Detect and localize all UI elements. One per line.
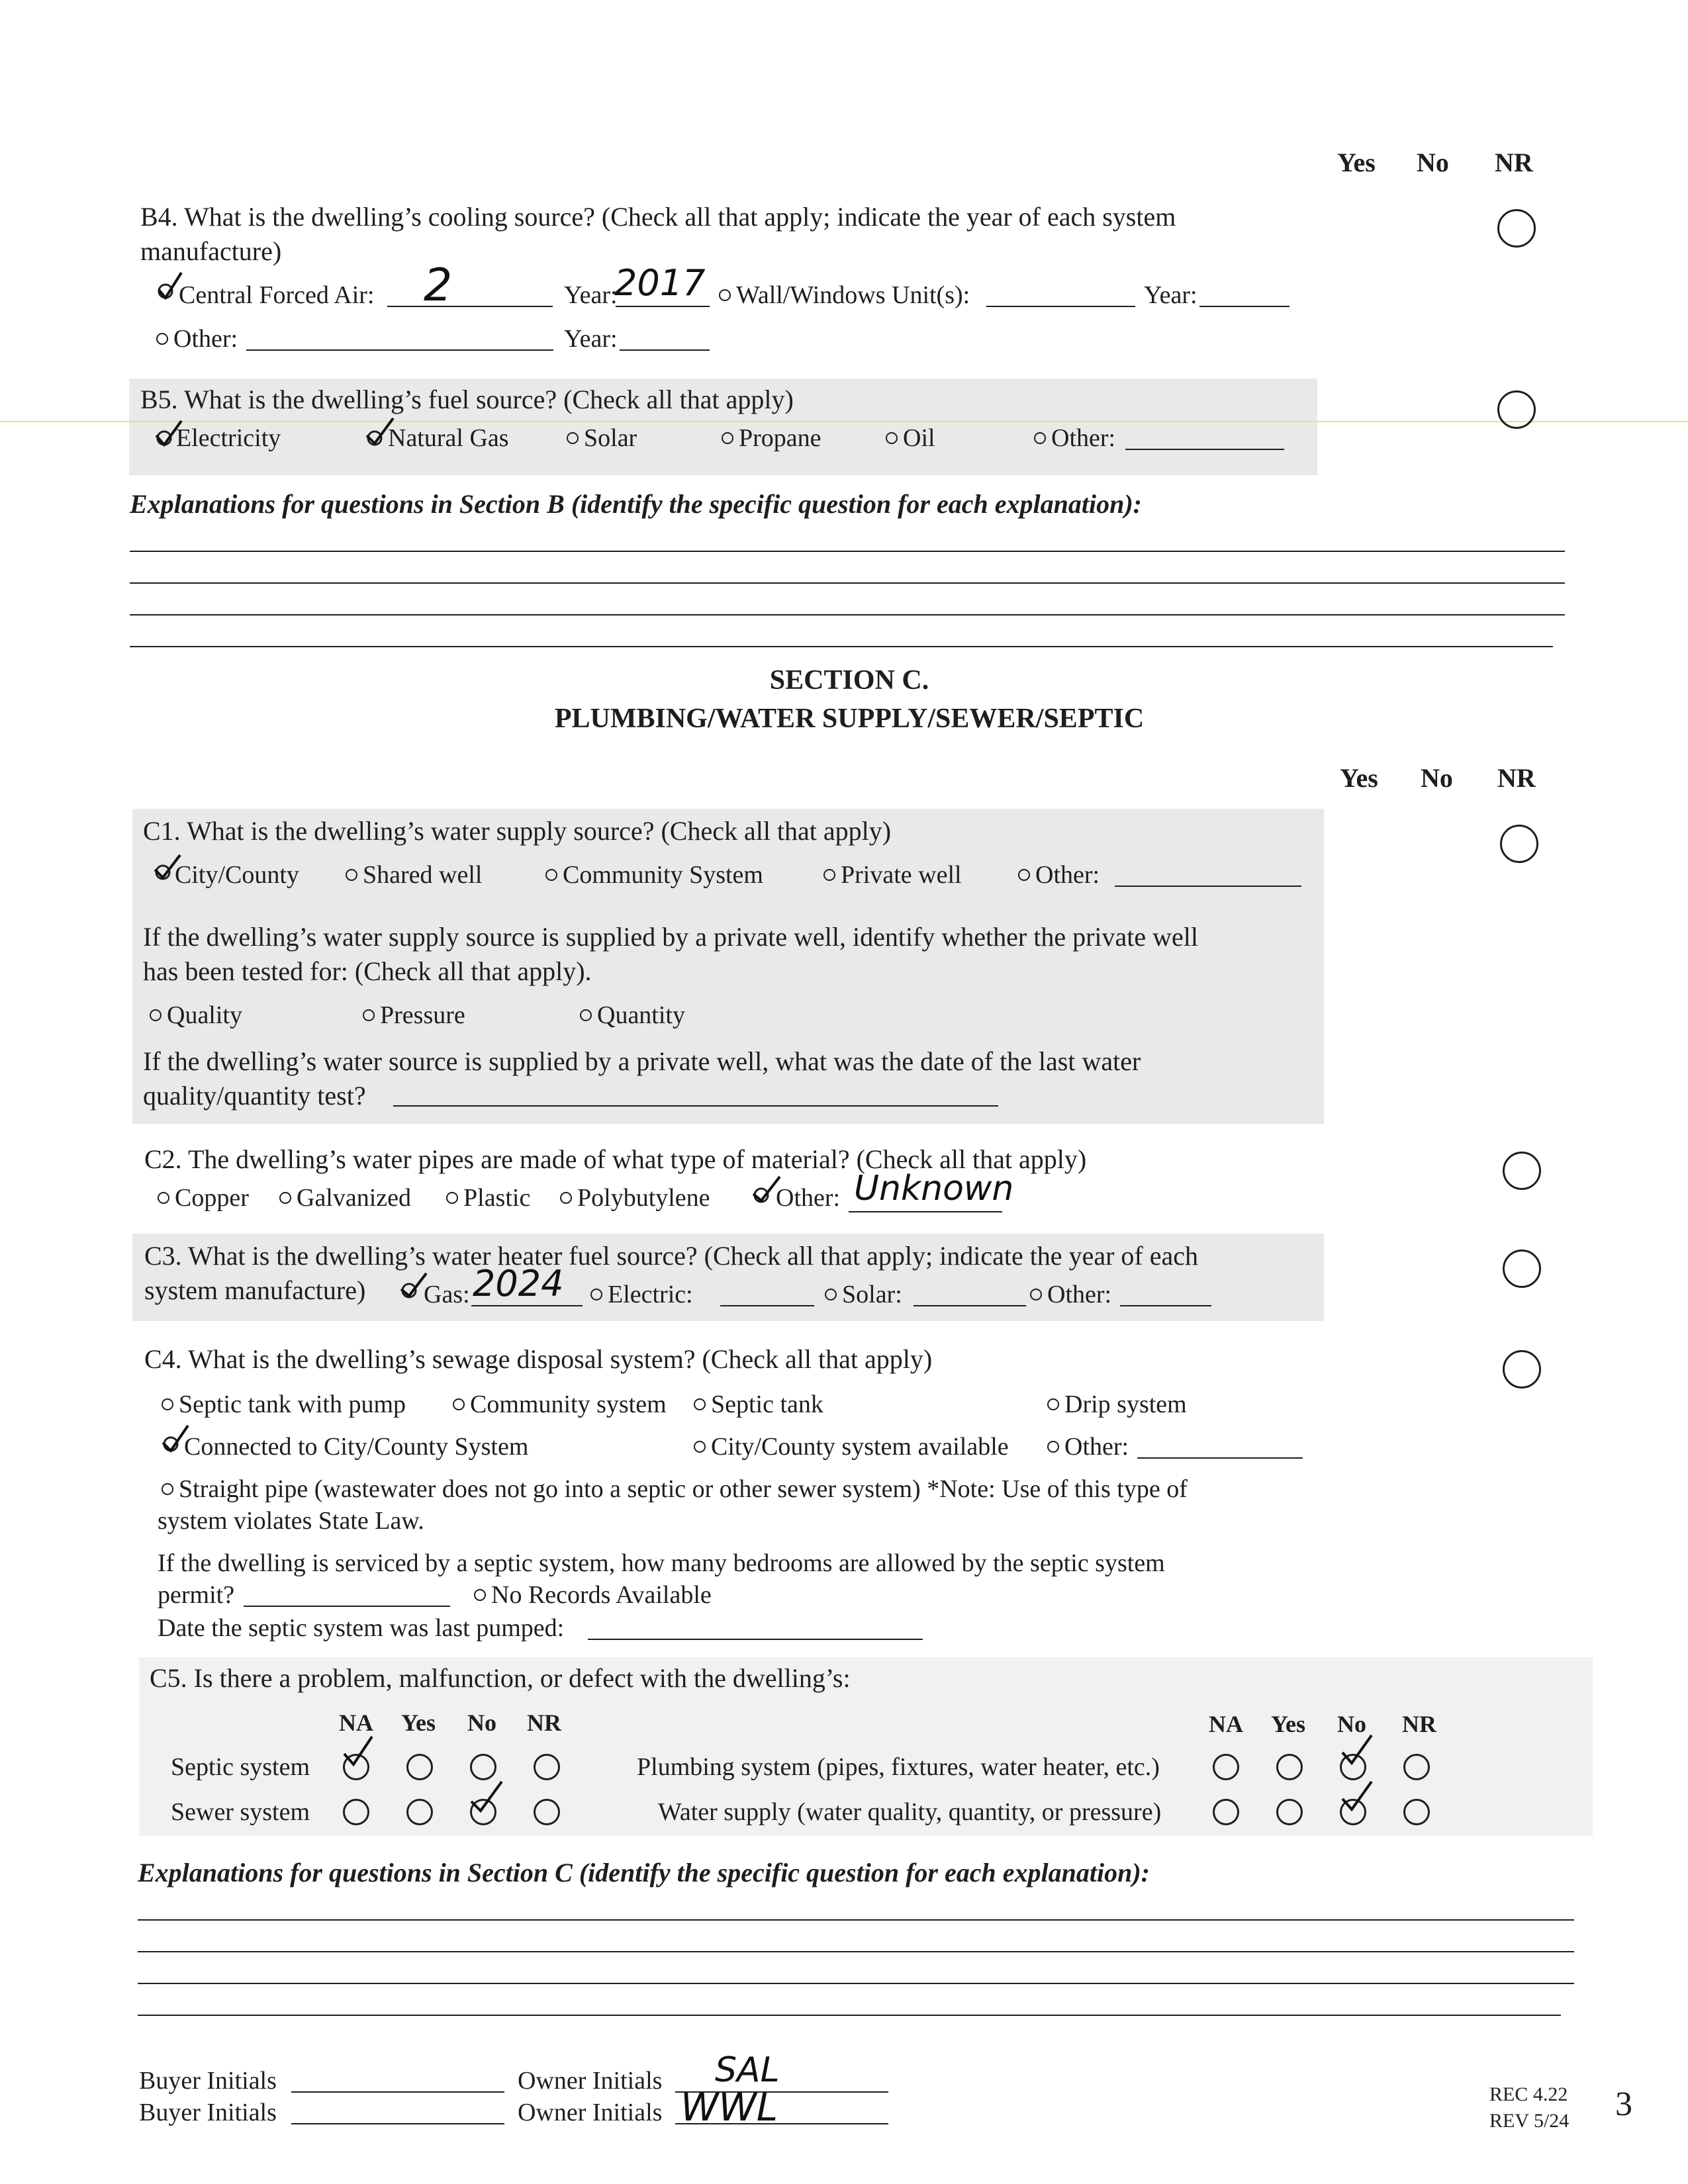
section-c-expl-line-1[interactable] — [138, 1919, 1574, 1921]
c3-gas-year: 2024 — [473, 1263, 564, 1304]
c5-left-col-yes: Yes — [401, 1709, 436, 1736]
section-c-expl-line-4[interactable] — [138, 2015, 1561, 2016]
c1-date-question-line1: If the dwelling’s water source is supplied by a private well, what was the date of the last water — [143, 1046, 1141, 1076]
buyer-initials-field-1[interactable] — [291, 2091, 504, 2093]
c3-solar-label[interactable]: Solar: — [825, 1280, 902, 1309]
c2-option-plastic[interactable]: Plastic — [446, 1183, 530, 1212]
c5-septic-na-check-icon — [339, 1734, 375, 1770]
col-nr-header: NR — [1495, 148, 1533, 177]
c5-right-col-na: NA — [1209, 1711, 1243, 1737]
c1-option-private-well[interactable]: Private well — [823, 860, 962, 889]
section-c-expl-line-2[interactable] — [138, 1951, 1574, 1952]
c3-question-line1: C3. What is the dwelling’s water heater fuel source? (Check all that apply; indicate the year of each — [144, 1241, 1198, 1271]
section-c-expl-line-3[interactable] — [138, 1983, 1574, 1984]
b4-wall-field[interactable] — [986, 306, 1135, 307]
c5-sewer-nr-radio[interactable] — [534, 1799, 560, 1825]
c4-option-community[interactable]: Community system — [453, 1390, 667, 1419]
c1-question: C1. What is the dwelling’s water supply source? (Check all that apply) — [143, 816, 892, 846]
c4-pumped-field[interactable] — [588, 1639, 923, 1640]
b5-other-field[interactable] — [1125, 449, 1284, 450]
c2-option-galvanized[interactable]: Galvanized — [279, 1183, 411, 1212]
c2-option-other[interactable]: Other: — [776, 1184, 841, 1212]
c4-option-septic-tank[interactable]: Septic tank — [694, 1390, 823, 1419]
c5-left-col-na: NA — [339, 1709, 373, 1736]
c1-option-community[interactable]: Community System — [545, 860, 763, 889]
form-code: REC 4.22 — [1489, 2083, 1568, 2105]
c4-straight-pipe-line2: system violates State Law. — [158, 1507, 424, 1535]
c-col-no-header: No — [1421, 763, 1453, 793]
c5-plumbing-yes-radio[interactable] — [1276, 1754, 1303, 1780]
c1-test-quantity[interactable]: Quantity — [580, 1001, 685, 1030]
c5-left-col-nr: NR — [527, 1709, 561, 1736]
c4-option-available[interactable]: City/County system available — [694, 1432, 1009, 1461]
c2-nr-radio[interactable] — [1503, 1152, 1541, 1190]
c5-right-col-nr: NR — [1402, 1711, 1436, 1737]
buyer-initials-label-2: Buyer Initials — [139, 2099, 277, 2126]
owner-initials-signature-2: WWL — [680, 2085, 778, 2130]
c4-other-field[interactable] — [1137, 1457, 1303, 1459]
c5-water-nr-radio[interactable] — [1403, 1799, 1430, 1825]
c5-septic-nr-radio[interactable] — [534, 1754, 560, 1780]
c3-solar-field[interactable] — [914, 1305, 1026, 1306]
b4-central-year-field[interactable] — [616, 306, 710, 307]
c4-pumped-label: Date the septic system was last pumped: — [158, 1614, 565, 1642]
buyer-initials-field-2[interactable] — [291, 2123, 504, 2124]
c1-test-quality[interactable]: Quality — [150, 1001, 242, 1030]
c1-date-question-line2: quality/quantity test? — [143, 1081, 366, 1111]
section-b-expl-line-3[interactable] — [130, 614, 1565, 615]
c4-option-connected[interactable]: Connected to City/County System — [184, 1433, 529, 1461]
b5-question: B5. What is the dwelling’s fuel source? (Check all that apply) — [140, 385, 794, 414]
b4-central-label: Central Forced Air: — [179, 281, 375, 309]
b5-option-solar[interactable]: Solar — [567, 424, 637, 453]
b4-question-line2: manufacture) — [140, 236, 282, 266]
c3-question-line2: system manufacture) — [144, 1275, 366, 1305]
c1-option-other[interactable]: Other: — [1018, 860, 1100, 889]
b4-other-year-label: Year: — [564, 325, 618, 353]
section-c-title: SECTION C. — [769, 665, 929, 696]
c4-option-other[interactable]: Other: — [1047, 1432, 1129, 1461]
c4-bedrooms-field[interactable] — [244, 1606, 450, 1607]
c3-gas-label[interactable]: Gas: — [424, 1281, 470, 1308]
section-c-subtitle: PLUMBING/WATER SUPPLY/SEWER/SEPTIC — [554, 704, 1145, 734]
c3-nr-radio[interactable] — [1503, 1250, 1541, 1288]
c2-question: C2. The dwelling’s water pipes are made of what type of material? (Check all that apply) — [144, 1144, 1087, 1174]
c2-option-copper[interactable]: Copper — [158, 1183, 249, 1212]
c1-option-citycounty[interactable]: City/County — [175, 861, 299, 889]
b4-other-label[interactable]: Other: — [156, 324, 238, 353]
c1-well-question-line1: If the dwelling’s water supply source is supplied by a private well, identify whether the private well — [143, 922, 1199, 952]
page-number: 3 — [1615, 2085, 1632, 2123]
c3-other-field[interactable] — [1120, 1305, 1211, 1306]
b5-option-oil[interactable]: Oil — [886, 424, 935, 453]
c4-bedrooms-line1: If the dwelling is serviced by a septic system, how many bedrooms are allowed by the septic system — [158, 1549, 1165, 1577]
form-revision: REV 5/24 — [1489, 2110, 1570, 2132]
c3-electric-field[interactable] — [720, 1305, 814, 1306]
c4-option-septic-pump[interactable]: Septic tank with pump — [162, 1390, 406, 1419]
c4-nr-radio[interactable] — [1503, 1350, 1541, 1388]
c1-date-field[interactable] — [393, 1105, 998, 1107]
col-yes-header: Yes — [1337, 148, 1376, 177]
c-col-yes-header: Yes — [1340, 763, 1378, 793]
c3-electric-label[interactable]: Electric: — [590, 1280, 693, 1309]
c5-plumbing-na-radio[interactable] — [1213, 1754, 1239, 1780]
c2-other-field[interactable] — [849, 1211, 1002, 1212]
scan-highlight-line — [0, 421, 1688, 422]
owner-initials-label-2: Owner Initials — [518, 2099, 663, 2126]
c5-row-septic-label: Septic system — [171, 1753, 310, 1781]
c1-nr-radio[interactable] — [1500, 825, 1538, 863]
c1-test-pressure[interactable]: Pressure — [363, 1001, 465, 1030]
c4-straight-pipe-line1[interactable]: Straight pipe (wastewater does not go into a septic or other sewer system) *Note: Use of this type of — [162, 1475, 1188, 1504]
section-b-expl-line-1[interactable] — [130, 551, 1565, 552]
c5-right-col-no: No — [1337, 1711, 1366, 1737]
b4-central-value: 2 — [424, 259, 453, 312]
c4-question: C4. What is the dwelling’s sewage disposal system? (Check all that apply) — [144, 1344, 933, 1374]
c5-plumbing-no-check-icon — [1337, 1733, 1373, 1768]
b4-nr-radio[interactable] — [1497, 209, 1536, 248]
c5-water-yes-radio[interactable] — [1276, 1799, 1303, 1825]
c3-gas-year-field[interactable] — [471, 1305, 583, 1306]
b5-option-natural-gas[interactable]: Natural Gas — [388, 424, 509, 452]
section-c-explanation-heading: Explanations for questions in Section C (identify the specific question for each explanation): — [138, 1858, 1150, 1888]
owner-initials-label-1: Owner Initials — [518, 2067, 663, 2095]
b4-central-year: 2017 — [614, 262, 706, 304]
b4-central-field[interactable] — [387, 306, 553, 307]
b5-option-electricity[interactable]: Electricity — [176, 424, 281, 452]
b4-year-label: Year: — [564, 281, 618, 309]
b5-option-propane[interactable]: Propane — [722, 424, 821, 453]
section-b-explanation-heading: Explanations for questions in Section B (identify the specific question for each explanation): — [130, 489, 1142, 519]
b5-option-other[interactable]: Other: — [1034, 424, 1115, 453]
c1-well-question-line2: has been tested for: (Check all that apply). — [143, 956, 592, 986]
c5-right-col-yes: Yes — [1271, 1711, 1305, 1737]
c5-sewer-yes-radio[interactable] — [406, 1799, 433, 1825]
b4-wall-year-label: Year: — [1144, 281, 1197, 309]
col-no-header: No — [1417, 148, 1449, 177]
buyer-initials-label-1: Buyer Initials — [139, 2067, 277, 2095]
b4-other-field[interactable] — [246, 349, 553, 351]
c5-plumbing-nr-radio[interactable] — [1403, 1754, 1430, 1780]
c4-no-records[interactable]: No Records Available — [474, 1580, 712, 1610]
b4-wall-label[interactable]: Wall/Windows Unit(s): — [719, 281, 970, 310]
b4-wall-year-field[interactable] — [1199, 306, 1289, 307]
section-b-expl-line-4[interactable] — [130, 646, 1553, 647]
b4-question-line1: B4. What is the dwelling’s cooling source? (Check all that apply; indicate the year of each system — [140, 202, 1176, 232]
c5-septic-yes-radio[interactable] — [406, 1754, 433, 1780]
c4-bedrooms-line2: permit? — [158, 1581, 235, 1609]
b5-nr-radio[interactable] — [1497, 390, 1536, 429]
c2-option-polybutylene[interactable]: Polybutylene — [560, 1183, 710, 1212]
owner-initials-signature-1: SAL — [715, 2050, 780, 2090]
c1-other-field[interactable] — [1115, 886, 1301, 887]
c5-septic-no-radio[interactable] — [470, 1754, 496, 1780]
c5-sewer-no-check-icon — [467, 1780, 503, 1816]
c3-other-label[interactable]: Other: — [1030, 1280, 1111, 1309]
b4-other-year-field[interactable] — [620, 349, 710, 351]
c5-row-plumbing-label: Plumbing system (pipes, fixtures, water heater, etc.) — [637, 1753, 1160, 1781]
c5-sewer-na-radio[interactable] — [343, 1799, 369, 1825]
c5-left-col-no: No — [467, 1709, 496, 1736]
section-b-expl-line-2[interactable] — [130, 582, 1565, 584]
c5-water-na-radio[interactable] — [1213, 1799, 1239, 1825]
c5-row-sewer-label: Sewer system — [171, 1798, 310, 1826]
c5-row-water-label: Water supply (water quality, quantity, or pressure) — [658, 1798, 1162, 1826]
c1-option-shared-well[interactable]: Shared well — [346, 860, 482, 889]
c2-other-value: Unknown — [854, 1169, 1014, 1208]
c5-question: C5. Is there a problem, malfunction, or defect with the dwelling’s: — [150, 1663, 851, 1693]
c-col-nr-header: NR — [1497, 763, 1536, 793]
c5-water-no-check-icon — [1337, 1779, 1373, 1815]
c4-option-drip[interactable]: Drip system — [1047, 1390, 1187, 1419]
